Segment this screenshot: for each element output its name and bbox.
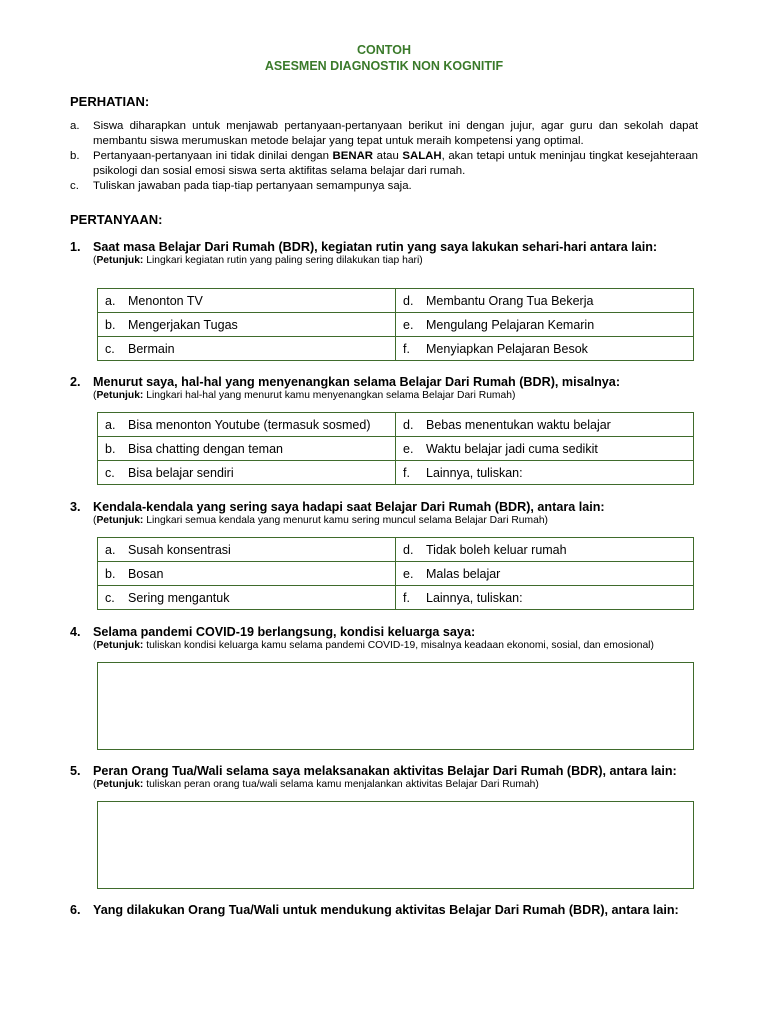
question-6	[70, 903, 710, 917]
option-cell[interactable]: f. Lainnya, tuliskan:	[396, 461, 694, 485]
question-1	[70, 240, 710, 266]
question-text: Menurut saya, hal-hal yang menyenangkan selama Belajar Dari Rumah (BDR), misalnya:	[93, 375, 621, 389]
option-cell[interactable]: d. Membantu Orang Tua Bekerja	[396, 289, 694, 313]
question-number: 4.	[70, 625, 81, 639]
question-text: Peran Orang Tua/Wali selama saya melaksanakan aktivitas Belajar Dari Rumah (BDR), antara lain:	[93, 764, 677, 778]
question-number: 2.	[70, 375, 81, 389]
question-hint: (Petunjuk: tuliskan peran orang tua/wali selama kamu menjalankan aktivitas Belajar Dari Rumah)	[93, 779, 539, 790]
option-cell[interactable]: d. Tidak boleh keluar rumah	[396, 538, 694, 562]
question-hint: (Petunjuk: Lingkari kegiatan rutin yang paling sering dilakukan tiap hari)	[93, 255, 423, 266]
option-cell[interactable]: a. Susah konsentrasi	[98, 538, 396, 562]
option-cell[interactable]: e. Mengulang Pelajaran Kemarin	[396, 313, 694, 337]
item-text: Tuliskan jawaban pada tiap-tiap pertanyaan semampunya saja.	[93, 180, 412, 192]
option-cell[interactable]: e. Waktu belajar jadi cuma sedikit	[396, 437, 694, 461]
question-number: 3.	[70, 500, 81, 514]
option-cell[interactable]: d. Bebas menentukan waktu belajar	[396, 413, 694, 437]
answer-box-4[interactable]	[97, 662, 694, 750]
perhatian-item-c	[70, 179, 698, 194]
options-table-2	[97, 412, 694, 485]
question-2	[70, 375, 710, 401]
option-cell[interactable]: f. Lainnya, tuliskan:	[396, 586, 694, 610]
option-cell[interactable]: a. Menonton TV	[98, 289, 396, 313]
item-marker: b.	[70, 150, 80, 162]
option-cell[interactable]: c. Bisa belajar sendiri	[98, 461, 396, 485]
perhatian-list	[70, 119, 698, 194]
answer-box-5[interactable]	[97, 801, 694, 889]
pertanyaan-heading: PERTANYAAN:	[70, 212, 163, 227]
option-cell[interactable]: c. Sering mengantuk	[98, 586, 396, 610]
perhatian-heading: PERHATIAN:	[70, 94, 150, 109]
item-marker: c.	[70, 180, 79, 192]
question-text: Selama pandemi COVID-19 berlangsung, kondisi keluarga saya:	[93, 625, 476, 639]
question-5	[70, 764, 710, 790]
item-marker: a.	[70, 120, 80, 132]
question-4	[70, 625, 710, 651]
perhatian-item-b	[70, 149, 698, 179]
question-hint: (Petunjuk: Lingkari hal-hal yang menurut kamu menyenangkan selama Belajar Dari Rumah)	[93, 390, 516, 401]
benar-word: BENAR	[332, 150, 374, 162]
option-cell[interactable]: b. Mengerjakan Tugas	[98, 313, 396, 337]
question-3	[70, 500, 710, 526]
option-cell[interactable]: c. Bermain	[98, 337, 396, 361]
perhatian-item-a	[70, 119, 698, 149]
option-cell[interactable]: a. Bisa menonton Youtube (termasuk sosmed)	[98, 413, 396, 437]
option-cell[interactable]: f. Menyiapkan Pelajaran Besok	[396, 337, 694, 361]
option-cell[interactable]: b. Bisa chatting dengan teman	[98, 437, 396, 461]
question-hint: (Petunjuk: tuliskan kondisi keluarga kamu selama pandemi COVID-19, misalnya keadaan ekonomi, sosial, dan emosional)	[93, 640, 654, 651]
question-number: 1.	[70, 240, 81, 254]
option-cell[interactable]: e. Malas belajar	[396, 562, 694, 586]
question-text: Saat masa Belajar Dari Rumah (BDR), kegiatan rutin yang saya lakukan sehari-hari antara lain:	[93, 240, 658, 254]
options-table-3	[97, 537, 694, 610]
doc-title-line2: ASESMEN DIAGNOSTIK NON KOGNITIF	[264, 59, 504, 73]
question-hint: (Petunjuk: Lingkari semua kendala yang menurut kamu sering muncul selama Belajar Dari Rumah)	[93, 515, 548, 526]
item-text: Siswa diharapkan untuk menjawab pertanyaan-pertanyaan berikut ini dengan jujur, agar guru dan sekolah dapat membantu siswa merumuskan metode belajar yang tepat untuk meraih kompetensi yang optimal.	[93, 120, 698, 147]
item-text: Pertanyaan-pertanyaan ini tidak dinilai dengan BENAR atau SALAH, akan tetapi untuk meninjau tingkat kesejahteraan psikologi dan sosial emosi siswa serta aktifitas selama belajar dari rumah.	[93, 150, 699, 177]
option-cell[interactable]: b. Bosan	[98, 562, 396, 586]
question-text: Yang dilakukan Orang Tua/Wali untuk mendukung aktivitas Belajar Dari Rumah (BDR), antara lain:	[93, 903, 679, 917]
question-number: 6.	[70, 903, 81, 917]
question-number: 5.	[70, 764, 81, 778]
question-text: Kendala-kendala yang sering saya hadapi saat Belajar Dari Rumah (BDR), antara lain:	[93, 500, 605, 514]
salah-word: SALAH	[402, 150, 442, 162]
doc-title-line1: CONTOH	[357, 43, 411, 57]
options-table-1	[97, 288, 694, 361]
